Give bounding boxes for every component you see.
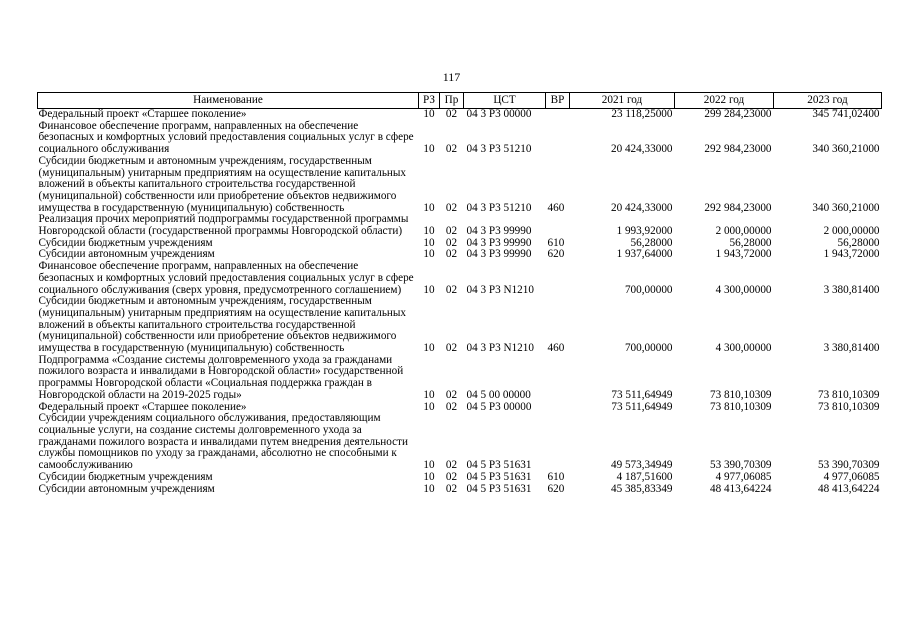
row-2021: 45 385,83349 <box>610 482 673 495</box>
row-cst: 04 3 Р3 99990 <box>466 248 532 261</box>
row-vr: 610 <box>547 236 565 249</box>
page-number: 117 <box>442 70 461 84</box>
row-name: Субсидии автономным учреждениям <box>38 482 215 495</box>
row-vr <box>546 121 570 156</box>
row-vr: 620 <box>547 248 565 261</box>
row-pr: 02 <box>445 342 458 355</box>
row-rz: 10 <box>423 236 435 249</box>
header-2022: 2022 год <box>675 93 774 109</box>
row-rz: 10 <box>423 459 435 472</box>
header-rz: РЗ <box>419 93 440 109</box>
row-2022: 56,28000 <box>729 236 772 249</box>
row-pr: 02 <box>445 459 458 472</box>
row-2021: 73 511,64949 <box>611 388 673 401</box>
row-vr <box>546 355 570 402</box>
row-name: Субсидии бюджетным и автономным учреждениям, государственным (муниципальным) унитарным предприятиям на осуществление капитальных вложений в объекты капитального строительства государственной (муниципальной) собственности или приобретение объектов недвижимого имущества в государственную (муниципальную) собственность <box>38 295 407 355</box>
row-2022: 48 413,64224 <box>709 482 772 495</box>
row-2021: 700,00000 <box>624 342 673 355</box>
row-2021: 1 993,92000 <box>616 225 673 238</box>
row-rz: 10 <box>423 108 435 120</box>
header-2021: 2021 год <box>570 93 675 109</box>
row-pr: 02 <box>445 108 458 120</box>
row-2023: 3 380,81400 <box>823 283 880 296</box>
row-2023: 48 413,64224 <box>817 482 880 495</box>
row-rz: 10 <box>423 400 435 413</box>
row-name: Субсидии бюджетным и автономным учреждениям, государственным (муниципальным) унитарным предприятиям на осуществление капитальных вложений в объекты капитального строительства государственной (муниципальной) собственности или приобретение объектов недвижимого имущества в государственную (муниципальную) собственность <box>38 154 407 214</box>
row-rz: 10 <box>423 201 435 214</box>
row-pr: 02 <box>445 388 458 401</box>
row-2022: 2 000,00000 <box>715 225 772 238</box>
row-2021: 20 424,33000 <box>610 143 673 156</box>
row-vr <box>546 109 570 121</box>
row-cst: 04 3 Р3 51210 <box>466 201 532 214</box>
row-cst: 04 5 Р3 51631 <box>466 482 532 495</box>
row-2023: 4 977,06085 <box>823 470 880 483</box>
row-name: Федеральный проект «Старшее поколение» <box>38 108 247 120</box>
row-pr: 02 <box>445 236 458 249</box>
row-2021: 73 511,64949 <box>611 400 673 413</box>
row-2023: 340 360,21000 <box>812 201 880 214</box>
row-pr: 02 <box>445 470 458 483</box>
budget-table <box>37 92 882 495</box>
row-name: Финансовое обеспечение программ, направленных на обеспечение безопасных и комфортных условий предоставления социальных услуг в сфере социального обслуживания <box>38 119 414 156</box>
row-cst: 04 5 Р3 00000 <box>466 400 532 413</box>
row-vr <box>546 261 570 296</box>
row-cst: 04 3 Р3 99990 <box>466 236 532 249</box>
row-rz: 10 <box>423 283 435 296</box>
row-rz: 10 <box>423 482 435 495</box>
row-2021: 56,28000 <box>630 236 673 249</box>
header-vr: ВР <box>546 93 570 109</box>
row-2023: 2 000,00000 <box>823 225 880 238</box>
table-header-row <box>38 93 882 109</box>
row-2021: 20 424,33000 <box>610 201 673 214</box>
row-pr: 02 <box>445 482 458 495</box>
row-rz: 10 <box>423 470 435 483</box>
header-pr: Пр <box>440 93 464 109</box>
row-vr: 460 <box>547 342 565 355</box>
row-2021: 4 187,51600 <box>616 470 673 483</box>
header-2023: 2023 год <box>774 93 882 109</box>
row-2023: 73 810,10309 <box>817 388 880 401</box>
row-pr: 02 <box>445 143 458 156</box>
row-2022: 73 810,10309 <box>709 400 772 413</box>
row-2023: 3 380,81400 <box>823 342 880 355</box>
row-2021: 23 118,25000 <box>611 108 673 120</box>
row-pr: 02 <box>445 283 458 296</box>
table-row <box>38 156 882 215</box>
row-cst: 04 5 00 00000 <box>466 388 531 401</box>
row-2023: 53 390,70309 <box>817 459 880 472</box>
row-name: Реализация прочих мероприятий подпрограммы государственной программы Новгородской области (государственной программы Новгородской области) <box>38 213 409 238</box>
row-2023: 1 943,72000 <box>823 248 880 261</box>
row-vr <box>546 214 570 237</box>
row-2021: 1 937,64000 <box>616 248 673 261</box>
row-rz: 10 <box>423 143 435 156</box>
row-2022: 4 977,06085 <box>715 470 772 483</box>
row-name: Субсидии бюджетным учреждениям <box>38 470 213 483</box>
row-cst: 04 3 Р3 N1210 <box>466 342 534 355</box>
row-cst: 04 3 Р3 99990 <box>466 225 532 238</box>
row-2023: 340 360,21000 <box>812 143 880 156</box>
row-2023: 73 810,10309 <box>817 400 880 413</box>
row-rz: 10 <box>423 342 435 355</box>
row-name: Субсидии учреждениям социального обслуживания, предоставляющим социальные услуги, на создание системы долговременного ухода за гражданами пожилого возраста и инвалидами путем внедрения деятельности службы помощников по уходу за гражданами, абсолютно не способными к самообслуживанию <box>38 412 408 472</box>
row-2022: 53 390,70309 <box>709 459 772 472</box>
row-2023: 345 741,02400 <box>812 108 880 120</box>
row-name: Финансовое обеспечение программ, направленных на обеспечение безопасных и комфортных условий предоставления социальных услуг в сфере социального обслуживания (сверх уровня, предусмотренного соглашением) <box>38 260 414 296</box>
table-row <box>38 484 882 496</box>
header-cst: ЦСТ <box>464 93 546 109</box>
row-vr: 620 <box>547 482 565 495</box>
row-2023: 56,28000 <box>837 236 880 249</box>
row-vr <box>546 402 570 414</box>
row-pr: 02 <box>445 400 458 413</box>
table-body <box>38 109 882 496</box>
row-cst: 04 3 Р3 N1210 <box>466 283 534 296</box>
row-rz: 10 <box>423 225 435 238</box>
row-cst: 04 5 Р3 51631 <box>466 459 532 472</box>
table-row <box>38 261 882 296</box>
table-row <box>38 214 882 237</box>
row-2022: 299 284,23000 <box>704 108 772 120</box>
header-name: Наименование <box>38 93 419 109</box>
row-2022: 292 984,23000 <box>704 201 772 214</box>
row-name: Субсидии бюджетным учреждениям <box>38 236 213 249</box>
row-2022: 292 984,23000 <box>704 143 772 156</box>
table-row <box>38 472 882 484</box>
row-2021: 49 573,34949 <box>610 459 673 472</box>
row-pr: 02 <box>445 248 458 261</box>
row-name: Федеральный проект «Старшее поколение» <box>38 400 247 413</box>
table-row <box>38 121 882 156</box>
row-cst: 04 5 Р3 51631 <box>466 470 532 483</box>
row-2022: 73 810,10309 <box>709 388 772 401</box>
row-2022: 1 943,72000 <box>715 248 772 261</box>
row-vr: 460 <box>547 201 565 214</box>
row-2022: 4 300,00000 <box>715 283 772 296</box>
row-vr <box>546 413 570 472</box>
row-name: Подпрограмма «Создание системы долговременного ухода за гражданами пожилого возраста и инвалидами в Новгородской области» государственной программы Новгородской области «Социальная поддержка граждан в Новгородской области на 2019-2025 годы» <box>38 353 404 401</box>
table-row <box>38 109 882 121</box>
row-cst: 04 3 Р3 00000 <box>466 108 532 120</box>
row-2022: 4 300,00000 <box>715 342 772 355</box>
row-vr: 610 <box>547 470 565 483</box>
row-pr: 02 <box>445 225 458 238</box>
table-row <box>38 413 882 472</box>
row-rz: 10 <box>423 388 435 401</box>
row-pr: 02 <box>445 201 458 214</box>
row-2021: 700,00000 <box>624 283 673 296</box>
row-cst: 04 3 Р3 51210 <box>466 143 532 156</box>
table-row <box>38 296 882 355</box>
row-name: Субсидии автономным учреждениям <box>38 248 215 261</box>
row-rz: 10 <box>423 248 435 261</box>
table-row <box>38 355 882 402</box>
